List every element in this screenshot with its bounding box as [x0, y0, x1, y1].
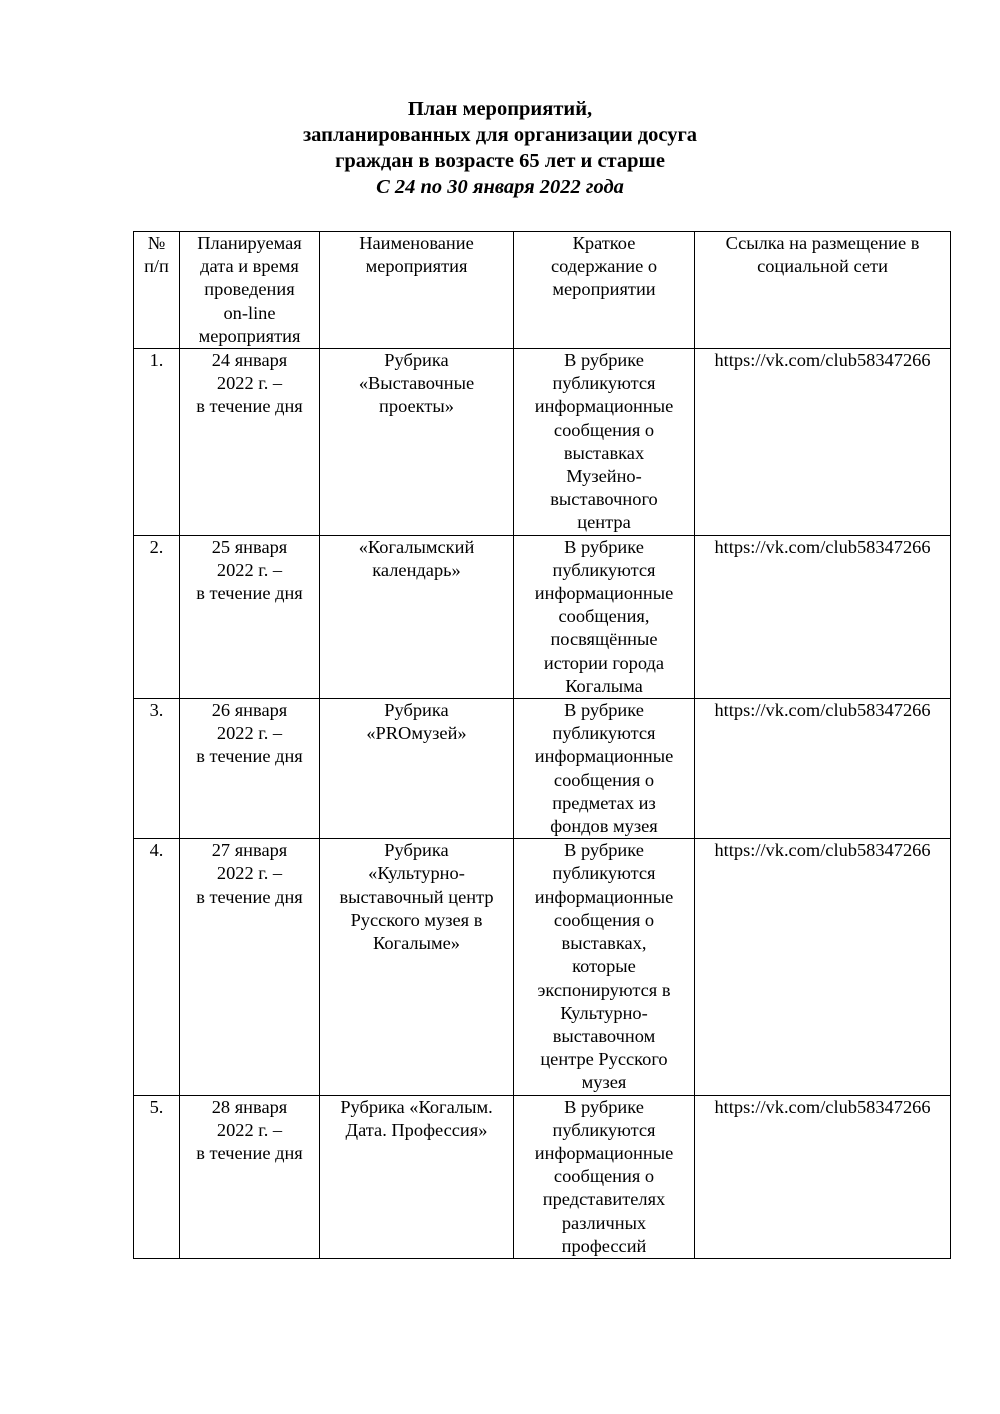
- row-link[interactable]: https://vk.com/club58347266: [695, 1095, 951, 1258]
- row-number: 4.: [134, 839, 180, 1095]
- row-summary: В рубрике публикуются информационные сообщения о выставках Музейно- выставочного центра: [514, 349, 695, 536]
- row-link[interactable]: https://vk.com/club58347266: [695, 839, 951, 1095]
- title-line-3: граждан в возрасте 65 лет и старше: [335, 150, 665, 172]
- row-summary: В рубрике публикуются информационные сообщения о представителях различных профессий: [514, 1095, 695, 1258]
- row-summary: В рубрике публикуются информационные сообщения о предметах из фондов музея: [514, 699, 695, 839]
- row-date: 26 января 2022 г. – в течение дня: [180, 699, 320, 839]
- table-row: [134, 699, 951, 839]
- row-number: 1.: [134, 349, 180, 536]
- row-date: 25 января 2022 г. – в течение дня: [180, 535, 320, 698]
- row-number: 5.: [134, 1095, 180, 1258]
- table-row: [134, 1095, 951, 1258]
- row-name: Рубрика «Культурно- выставочный центр Русского музея в Когалыме»: [320, 839, 514, 1095]
- row-name: Рубрика «PROмузей»: [320, 699, 514, 839]
- row-link[interactable]: https://vk.com/club58347266: [695, 349, 951, 536]
- header-summary: Краткое содержание о мероприятии: [514, 232, 695, 349]
- header-date: Планируемая дата и время проведения on-line мероприятия: [180, 232, 320, 349]
- row-link[interactable]: https://vk.com/club58347266: [695, 535, 951, 698]
- header-name: Наименование мероприятия: [320, 232, 514, 349]
- row-date: 28 января 2022 г. – в течение дня: [180, 1095, 320, 1258]
- row-link[interactable]: https://vk.com/club58347266: [695, 699, 951, 839]
- row-date: 27 января 2022 г. – в течение дня: [180, 839, 320, 1095]
- table-row: [134, 535, 951, 698]
- row-name: Рубрика «Когалым. Дата. Профессия»: [320, 1095, 514, 1258]
- row-number: 3.: [134, 699, 180, 839]
- table-header-row: [134, 232, 951, 349]
- row-name: Рубрика «Выставочные проекты»: [320, 349, 514, 536]
- title-line-1: План мероприятий,: [407, 98, 593, 120]
- title-period: С 24 по 30 января 2022 года: [376, 176, 624, 198]
- table-row: [134, 349, 951, 536]
- title-line-2: запланированных для организации досуга: [302, 124, 698, 146]
- document-title: [0, 96, 1000, 200]
- row-name: «Когалымский календарь»: [320, 535, 514, 698]
- events-table: [133, 231, 951, 1259]
- row-summary: В рубрике публикуются информационные сообщения о выставках, которые экспонируются в Культурно- выставочном центре Русского музея: [514, 839, 695, 1095]
- row-summary: В рубрике публикуются информационные сообщения, посвящённые истории города Когалыма: [514, 535, 695, 698]
- table-row: [134, 839, 951, 1095]
- header-link: Ссылка на размещение в социальной сети: [695, 232, 951, 349]
- header-number: № п/п: [134, 232, 180, 349]
- row-date: 24 января 2022 г. – в течение дня: [180, 349, 320, 536]
- row-number: 2.: [134, 535, 180, 698]
